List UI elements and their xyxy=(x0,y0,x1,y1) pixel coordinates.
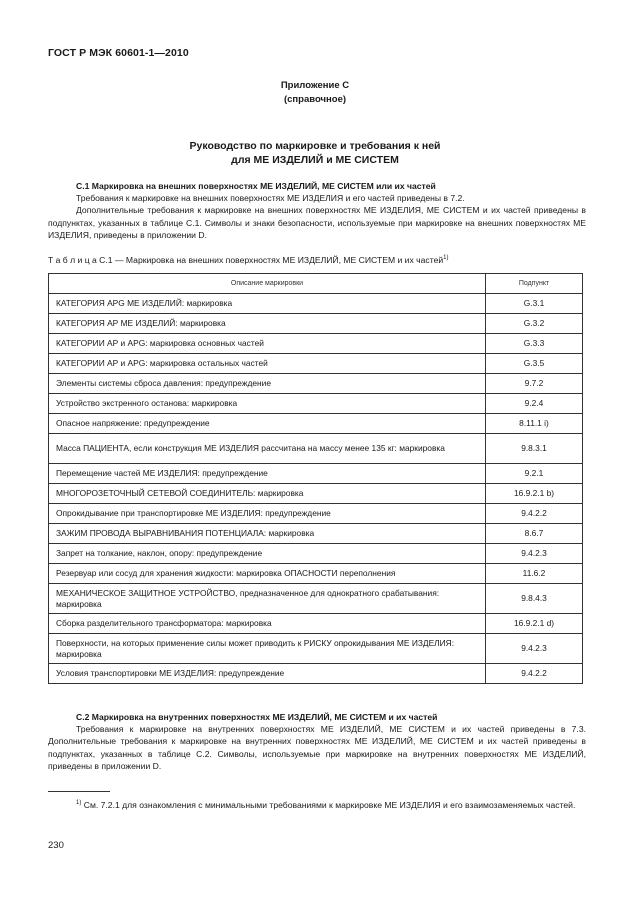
row-subclause: 9.2.4 xyxy=(486,394,583,414)
row-subclause: 9.4.2.2 xyxy=(486,504,583,524)
table-row xyxy=(49,664,583,684)
footnote-text: См. 7.2.1 для ознакомления с минимальными требованиями к маркировке МЕ ИЗДЕЛИЯ и его взаимозаменяемых частей. xyxy=(83,799,576,810)
section-c2 xyxy=(48,711,586,772)
row-description: Опрокидывание при транспортировке МЕ ИЗДЕЛИЯ: предупреждение xyxy=(49,504,486,524)
table-row xyxy=(49,394,583,414)
column-header-description: Описание маркировки xyxy=(49,274,486,294)
page-title-line1: Руководство по маркировке и требования к ней xyxy=(189,140,441,152)
table-row xyxy=(49,524,583,544)
row-description: Устройство экстренного останова: маркировка xyxy=(49,394,486,414)
row-description: Запрет на толкание, наклон, опору: предупреждение xyxy=(49,544,486,564)
table-row xyxy=(49,484,583,504)
page-title-line2: для МЕ ИЗДЕЛИЙ и МЕ СИСТЕМ xyxy=(231,154,399,166)
section-c1-heading: С.1 Маркировка на внешних поверхностях МЕ ИЗДЕЛИЙ, МЕ СИСТЕМ или их частей xyxy=(76,181,436,191)
table-caption-text: Т а б л и ц а С.1 — Маркировка на внешних поверхностях МЕ ИЗДЕЛИЙ, МЕ СИСТЕМ и их частей xyxy=(48,255,444,265)
row-subclause: G.3.2 xyxy=(486,314,583,334)
row-description: КАТЕГОРИЯ АР МЕ ИЗДЕЛИЙ: маркировка xyxy=(49,314,486,334)
section-c1-paragraph-2: Дополнительные требования к маркировке на внешних поверхностях МЕ ИЗДЕЛИЯ, МЕ СИСТЕМ и их частей приведены в подпунктах, указанных в таблице С.1. Символы и знаки безопасности, используемые при маркировке на внешних поверхностях МЕ ИЗДЕЛИЯ, приведены в приложении D. xyxy=(48,205,586,240)
row-subclause: 16.9.2.1 d) xyxy=(486,614,583,634)
table-row xyxy=(49,374,583,394)
page-number: 230 xyxy=(48,840,64,851)
row-description: Элементы системы сброса давления: предупреждение xyxy=(49,374,486,394)
section-c2-heading: С.2 Маркировка на внутренних поверхностях МЕ ИЗДЕЛИЙ, МЕ СИСТЕМ и их частей xyxy=(76,712,438,722)
row-description: КАТЕГОРИИ АР и APG: маркировка основных частей xyxy=(49,334,486,354)
section-c2-paragraph-1: Требования к маркировке на внутренних поверхностях МЕ ИЗДЕЛИЙ, МЕ СИСТЕМ и их частей приведены в 7.3. Дополнительные требования к маркировке на внутренних поверхностях МЕ ИЗДЕЛИЙ, МЕ СИСТЕМ и их частей приведены в подпунктах, указанных в таблице С.2. Символы, используемые при маркировке на внутренних поверхностях МЕ ИЗДЕЛИЙ, приведены в приложении D. xyxy=(48,724,586,771)
row-description: Перемещение частей МЕ ИЗДЕЛИЯ: предупреждение xyxy=(49,464,486,484)
column-header-subclause: Подпункт xyxy=(486,274,583,294)
table-row xyxy=(49,564,583,584)
row-description: МЕХАНИЧЕСКОЕ ЗАЩИТНОЕ УСТРОЙСТВО, предназначенное для однократного срабатывания: маркировка xyxy=(49,584,486,614)
row-description: Поверхности, на которых применение силы может приводить к РИСКУ опрокидывания МЕ ИЗДЕЛИЯ: маркировка xyxy=(49,634,486,664)
table-row xyxy=(49,614,583,634)
table-row xyxy=(49,314,583,334)
row-description: Сборка разделительного трансформатора: маркировка xyxy=(49,614,486,634)
row-subclause: 9.7.2 xyxy=(486,374,583,394)
row-subclause: 9.4.2.3 xyxy=(486,544,583,564)
row-description: Резервуар или сосуд для хранения жидкости: маркировка ОПАСНОСТИ переполнения xyxy=(49,564,486,584)
row-description: МНОГОРОЗЕТОЧНЫЙ СЕТЕВОЙ СОЕДИНИТЕЛЬ: маркировка xyxy=(49,484,486,504)
row-description: КАТЕГОРИЯ APG МЕ ИЗДЕЛИЙ: маркировка xyxy=(49,294,486,314)
table-row xyxy=(49,504,583,524)
row-description: Условия транспортировки МЕ ИЗДЕЛИЯ: предупреждение xyxy=(49,664,486,684)
footnote-separator xyxy=(48,791,110,792)
section-c1 xyxy=(48,180,586,241)
row-description: ЗАЖИМ ПРОВОДА ВЫРАВНИВАНИЯ ПОТЕНЦИАЛА: маркировка xyxy=(49,524,486,544)
row-subclause: G.3.3 xyxy=(486,334,583,354)
row-subclause: 9.4.2.2 xyxy=(486,664,583,684)
footnote xyxy=(48,797,586,812)
table-row xyxy=(49,354,583,374)
row-subclause: 8.6.7 xyxy=(486,524,583,544)
footnote-mark: 1) xyxy=(76,800,82,806)
table-row xyxy=(49,294,583,314)
table-caption xyxy=(48,255,449,265)
table-row xyxy=(49,434,583,464)
table-row xyxy=(49,584,583,614)
row-subclause: 9.8.3.1 xyxy=(486,434,583,464)
table-caption-footnote-mark: 1) xyxy=(443,255,449,262)
table-row xyxy=(49,464,583,484)
table-row xyxy=(49,334,583,354)
document-header: ГОСТ Р МЭК 60601-1—2010 xyxy=(48,47,189,59)
row-subclause: 9.8.4.3 xyxy=(486,584,583,614)
row-subclause: 16.9.2.1 b) xyxy=(486,484,583,504)
marking-table xyxy=(48,273,583,684)
table-row xyxy=(49,544,583,564)
row-description: Масса ПАЦИЕНТА, если конструкция МЕ ИЗДЕЛИЯ рассчитана на массу менее 135 кг: маркировка xyxy=(49,434,486,464)
row-subclause: 11.6.2 xyxy=(486,564,583,584)
row-subclause: 9.2.1 xyxy=(486,464,583,484)
row-subclause: G.3.1 xyxy=(486,294,583,314)
table-row xyxy=(49,634,583,664)
row-subclause: G.3.5 xyxy=(486,354,583,374)
section-c1-paragraph-1: Требования к маркировке на внешних поверхностях МЕ ИЗДЕЛИЯ и его частей приведены в 7.2. xyxy=(76,193,465,204)
appendix-subtitle: (справочное) xyxy=(283,94,347,105)
table-row xyxy=(49,414,583,434)
row-description: КАТЕГОРИИ АР и APG: маркировка остальных частей xyxy=(49,354,486,374)
row-description: Опасное напряжение: предупреждение xyxy=(49,414,486,434)
appendix-title: Приложение С xyxy=(280,80,350,91)
row-subclause: 9.4.2.3 xyxy=(486,634,583,664)
row-subclause: 8.11.1 i) xyxy=(486,414,583,434)
